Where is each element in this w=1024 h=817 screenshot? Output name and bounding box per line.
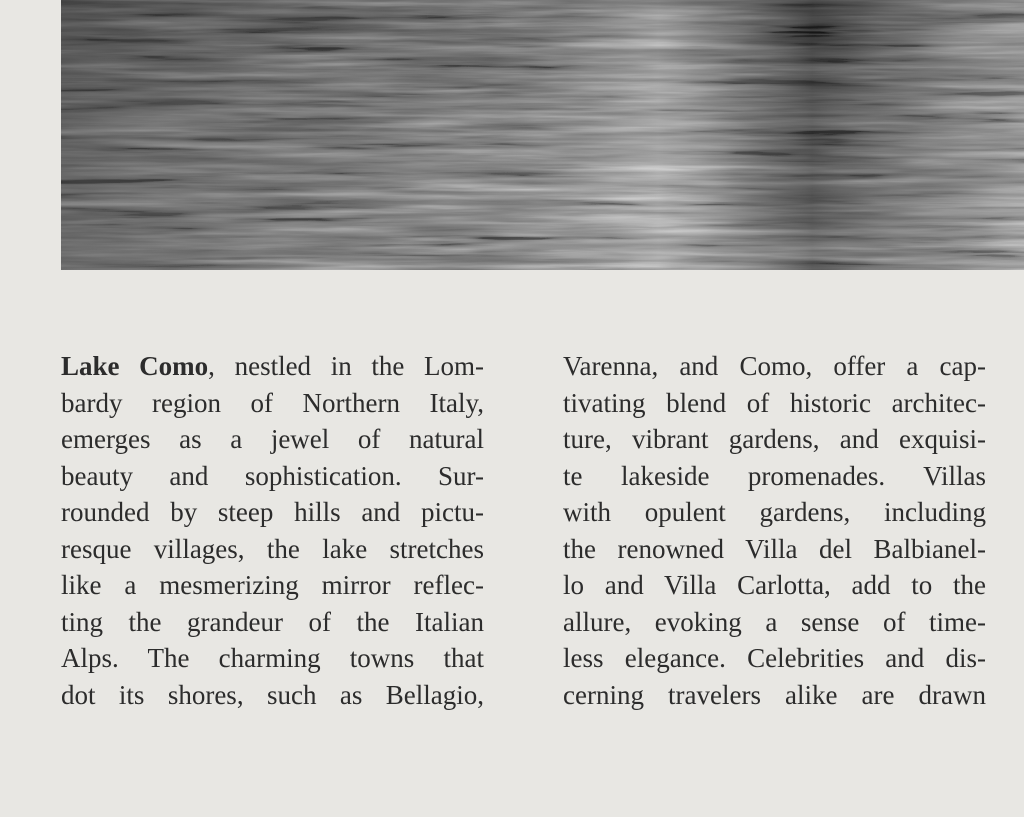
lake-water-photo	[61, 0, 1024, 270]
paragraph-line: like a mesmerizing mirror reflec-	[61, 570, 484, 600]
paragraph-line: te lakeside promenades. Villas	[563, 460, 986, 491]
paragraph-line: bardy region of Northern Italy,	[61, 387, 484, 418]
paragraph-line: dot its shores, such as Bellagio,	[61, 679, 484, 710]
paragraph-line: Alps. The charming towns that	[61, 643, 484, 673]
article-column-left	[61, 348, 484, 713]
paragraph-line: with opulent gardens, including	[563, 497, 986, 527]
paragraph-line: tivating blend of historic architec-	[563, 387, 986, 418]
lead-line-rest: , nestled in the Lom-	[208, 351, 485, 381]
paragraph-line: beauty and sophistication. Sur-	[61, 460, 484, 491]
paragraph-line: lo and Villa Carlotta, add to the	[563, 570, 986, 600]
paragraph-line	[61, 348, 484, 385]
paragraph-line: cerning travelers alike are drawn	[563, 679, 986, 710]
article-column-right	[563, 348, 986, 713]
paragraph-line: the renowned Villa del Balbianel-	[563, 533, 986, 564]
paragraph-line: ture, vibrant gardens, and exquisi-	[563, 424, 986, 454]
lead-term: Lake Como	[61, 351, 209, 381]
paragraph-line: allure, evoking a sense of time-	[563, 606, 986, 637]
paragraph-line: Varenna, and Como, offer a cap-	[563, 351, 986, 381]
paragraph-line: rounded by steep hills and pictu-	[61, 497, 484, 527]
paragraph-line: resque villages, the lake stretches	[61, 533, 484, 564]
paragraph-line: emerges as a jewel of natural	[61, 424, 484, 454]
paragraph-line: less elegance. Celebrities and dis-	[563, 643, 986, 673]
paragraph-line: ting the grandeur of the Italian	[61, 606, 484, 637]
